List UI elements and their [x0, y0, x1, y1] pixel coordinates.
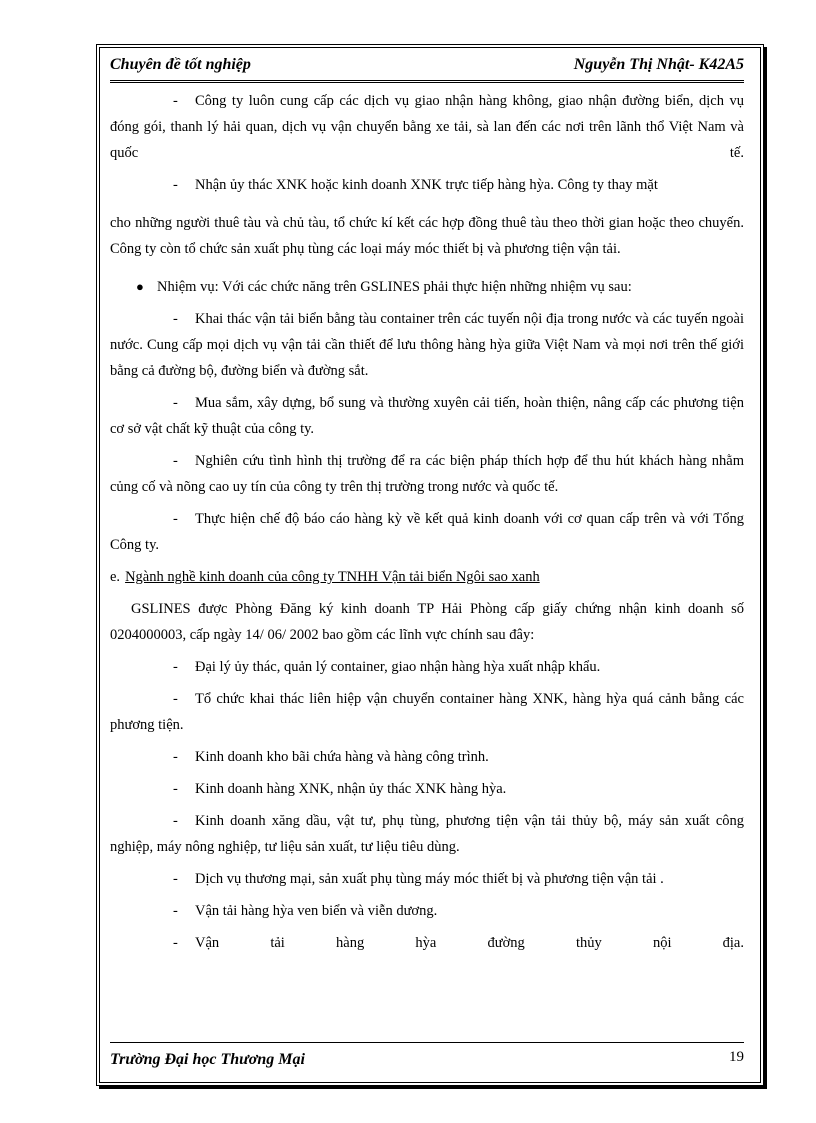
dash-marker: -: [173, 691, 178, 707]
paragraph-duty-4: [110, 506, 744, 558]
list-item-text: Vận tải hàng hỳa ven biển và viễn dương.: [195, 903, 438, 919]
list-item-text: Dịch vụ thương mại, sản xuất phụ tùng máy móc thiết bị và phương tiện vận tải .: [195, 871, 664, 887]
bullet-icon: ●: [136, 279, 144, 294]
page-number: 19: [729, 1049, 744, 1065]
list-item-text: Tổ chức khai thác liên hiệp vận chuyển container hàng XNK, hàng hỳa quá cảnh bằng các phương tiện.: [110, 691, 744, 733]
document-body: [110, 88, 744, 962]
dash-marker: -: [173, 93, 178, 109]
paragraph-duty-2: [110, 390, 744, 442]
section-heading-text: Ngành nghề kinh doanh của công ty TNHH Vận tải biển Ngôi sao xanh: [125, 569, 540, 585]
list-item: [110, 898, 744, 924]
list-item: [110, 930, 744, 956]
page-header: [110, 52, 744, 83]
dash-marker: -: [173, 749, 178, 765]
section-heading: [110, 564, 744, 590]
list-item-text: Kinh doanh hàng XNK, nhận ủy thác XNK hàng hỳa.: [195, 781, 507, 797]
dash-marker: -: [173, 871, 178, 887]
paragraph-text: Khai thác vận tải biển bằng tàu container trên các tuyến nội địa trong nước và các tuyến ngoài nước. Cung cấp mọi dịch vụ vận tải cần thiết để lưu thông hàng hỳa giữa Việt Nam và mọi nơi trên thế giới bằng cả đường bộ, đường biển và đường sắt.: [110, 311, 744, 379]
paragraph-text: Mua sắm, xây dựng, bổ sung và thường xuyên cải tiến, hoàn thiện, nâng cấp các phương tiện cơ sở vật chất kỹ thuật của công ty.: [110, 395, 744, 437]
paragraph-duty-1: [110, 306, 744, 384]
list-item: [110, 808, 744, 860]
paragraph-duty-3: [110, 448, 744, 500]
list-item-text: Kinh doanh xăng dầu, vật tư, phụ tùng, phương tiện vận tải thủy bộ, máy sản xuất công nghiệp, máy nông nghiệp, tư liệu sản xuất, tư liệu tiêu dùng.: [110, 813, 744, 855]
dash-marker: -: [173, 813, 178, 829]
paragraph-text: Nghiên cứu tình hình thị trường để ra các biện pháp thích hợp để thu hút khách hàng nhằm củng cố và nõng cao uy tín của công ty trên thị trường trong nước và quốc tế.: [110, 453, 744, 495]
header-author: Nguyễn Thị Nhật- K42A5: [573, 56, 744, 73]
list-item: [110, 744, 744, 770]
list-item: [110, 654, 744, 680]
dash-marker: -: [173, 935, 178, 951]
dash-marker: -: [173, 395, 178, 411]
dash-marker: -: [173, 453, 178, 469]
paragraph-text: Công ty luôn cung cấp các dịch vụ giao nhận hàng không, giao nhận đường biển, dịch vụ đóng gói, thanh lý hải quan, dịch vụ vận chuyển bằng xe tải, sà lan đến các nơi trên lãnh thổ Việt Nam và quốc tế.: [110, 93, 744, 161]
dash-marker: -: [173, 781, 178, 797]
dash-marker: -: [173, 659, 178, 675]
paragraph-text: Thực hiện chế độ báo cáo hàng kỳ về kết quả kinh doanh với cơ quan cấp trên và với Tổng Công ty.: [110, 511, 744, 553]
paragraph-xnk-line: [110, 172, 744, 198]
dash-marker: -: [173, 511, 178, 527]
list-item-text: Đại lý ủy thác, quản lý container, giao nhận hàng hỳa xuất nhập khẩu.: [195, 659, 601, 675]
footer-school: Trường Đại học Thương Mại: [110, 1051, 305, 1068]
paragraph-intro: GSLINES được Phòng Đăng ký kinh doanh TP Hải Phòng cấp giấy chứng nhận kinh doanh số 0204000003, cấp ngày 14/ 06/ 2002 bao gồm các lĩnh vực chính sau đây:: [110, 601, 744, 643]
list-item: [110, 776, 744, 802]
paragraph-xnk-cont: cho những người thuê tàu và chủ tàu, tổ chức kí kết các hợp đồng thuê tàu theo thời gian hoặc theo chuyến. Công ty còn tổ chức sản xuất phụ tùng các loại máy móc thiết bị và phương tiện vận tải.: [110, 215, 744, 257]
list-item-text: Kinh doanh kho bãi chứa hàng và hàng công trình.: [195, 749, 489, 765]
section-letter: e.: [110, 569, 121, 585]
page-footer: [110, 1042, 744, 1079]
list-item: [110, 686, 744, 738]
header-title: Chuyên đề tốt nghiệp: [110, 56, 251, 73]
dash-marker: -: [173, 311, 178, 327]
bullet-text: Nhiệm vụ: Với các chức năng trên GSLINES phải thực hiện những nhiệm vụ sau:: [157, 279, 632, 295]
paragraph-services: [110, 88, 744, 166]
dash-marker: -: [173, 903, 178, 919]
paragraph-text: Nhận ủy thác XNK hoặc kinh doanh XNK trực tiếp hàng hỳa. Công ty thay mặt: [195, 177, 658, 193]
list-item-text: Vận tải hàng hỳa đường thủy nội địa.: [195, 935, 744, 951]
dash-marker: -: [173, 177, 178, 193]
bullet-duties: [110, 274, 744, 300]
list-item: [110, 866, 744, 892]
